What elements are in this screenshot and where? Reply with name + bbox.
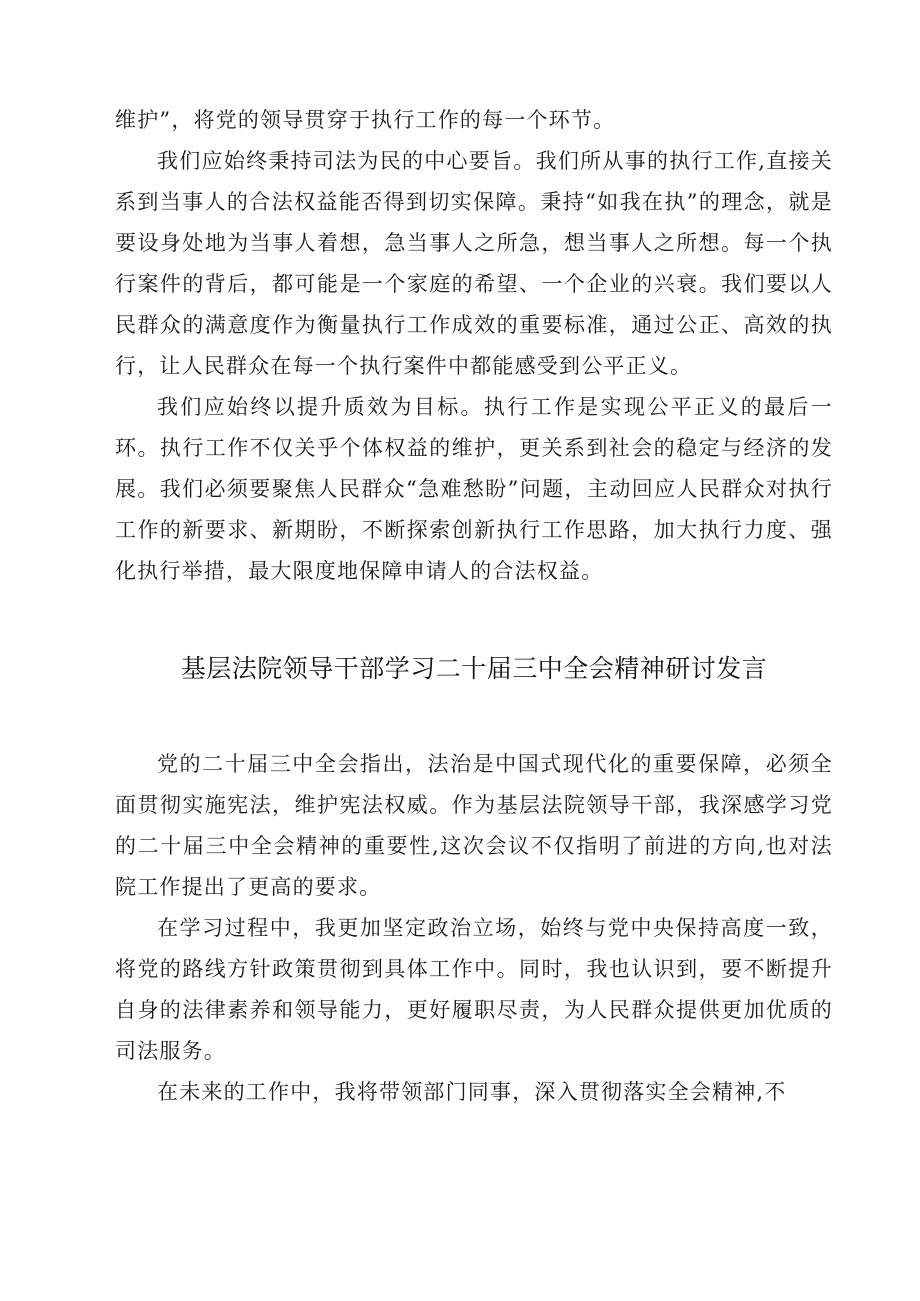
paragraph-future-work: 在未来的工作中，我将带领部门同事，深入贯彻落实全会精神,不 (157, 1080, 787, 1104)
paragraph-continued: 维护”，将党的领导贯穿于执行工作的每一个环节。 (115, 108, 616, 132)
spacer (115, 592, 833, 649)
paragraph-learning-process: 在学习过程中，我更加坚定政治立场，始终与党中央保持高度一致，将党的路线方针政策贯彻到具体工作中。同时，我也认识到，要不断提升自身的法律素养和领导能力，更好履职尽责，为人民群众提供更加优质的司法服务。 (115, 916, 833, 1063)
paragraph-judicial-for-people: 我们应始终秉持司法为民的中心要旨。我们所从事的执行工作,直接关系到当事人的合法权益能否得到切实保障。秉持“如我在执”的理念，就是要设身处地为当事人着想，急当事人之所急，想当事人之所想。每一个执行案件的背后，都可能是一个家庭的希望、一个企业的兴衰。我们要以人民群众的满意度作为衡量执行工作成效的重要标准，通过公正、高效的执行，让人民群众在每一个执行案件中都能感受到公平正义。 (115, 149, 833, 378)
paragraph-quality-efficiency: 我们应始终以提升质效为目标。执行工作是实现公平正义的最后一环。执行工作不仅关乎个体权益的维护，更关系到社会的稳定与经济的发展。我们必须要聚焦人民群众“急难愁盼”问题，主动回应人民群众对执行工作的新要求、新期盼，不断探索创新执行工作思路，加大执行力度、强化执行举措，最大限度地保障申请人的合法权益。 (115, 395, 833, 583)
paragraph-plenum-intro: 党的二十届三中全会指出，法治是中国式现代化的重要保障，必须全面贯彻实施宪法，维护宪法权威。作为基层法院领导干部，我深感学习党的二十届三中全会精神的重要性,这次会议不仅指明了前进的方向,也对法院工作提出了更高的要求。 (115, 752, 833, 899)
document-body (115, 100, 833, 1113)
document-title: 基层法院领导干部学习二十届三中全会精神研讨发言 (180, 654, 768, 683)
spacer (115, 689, 833, 744)
